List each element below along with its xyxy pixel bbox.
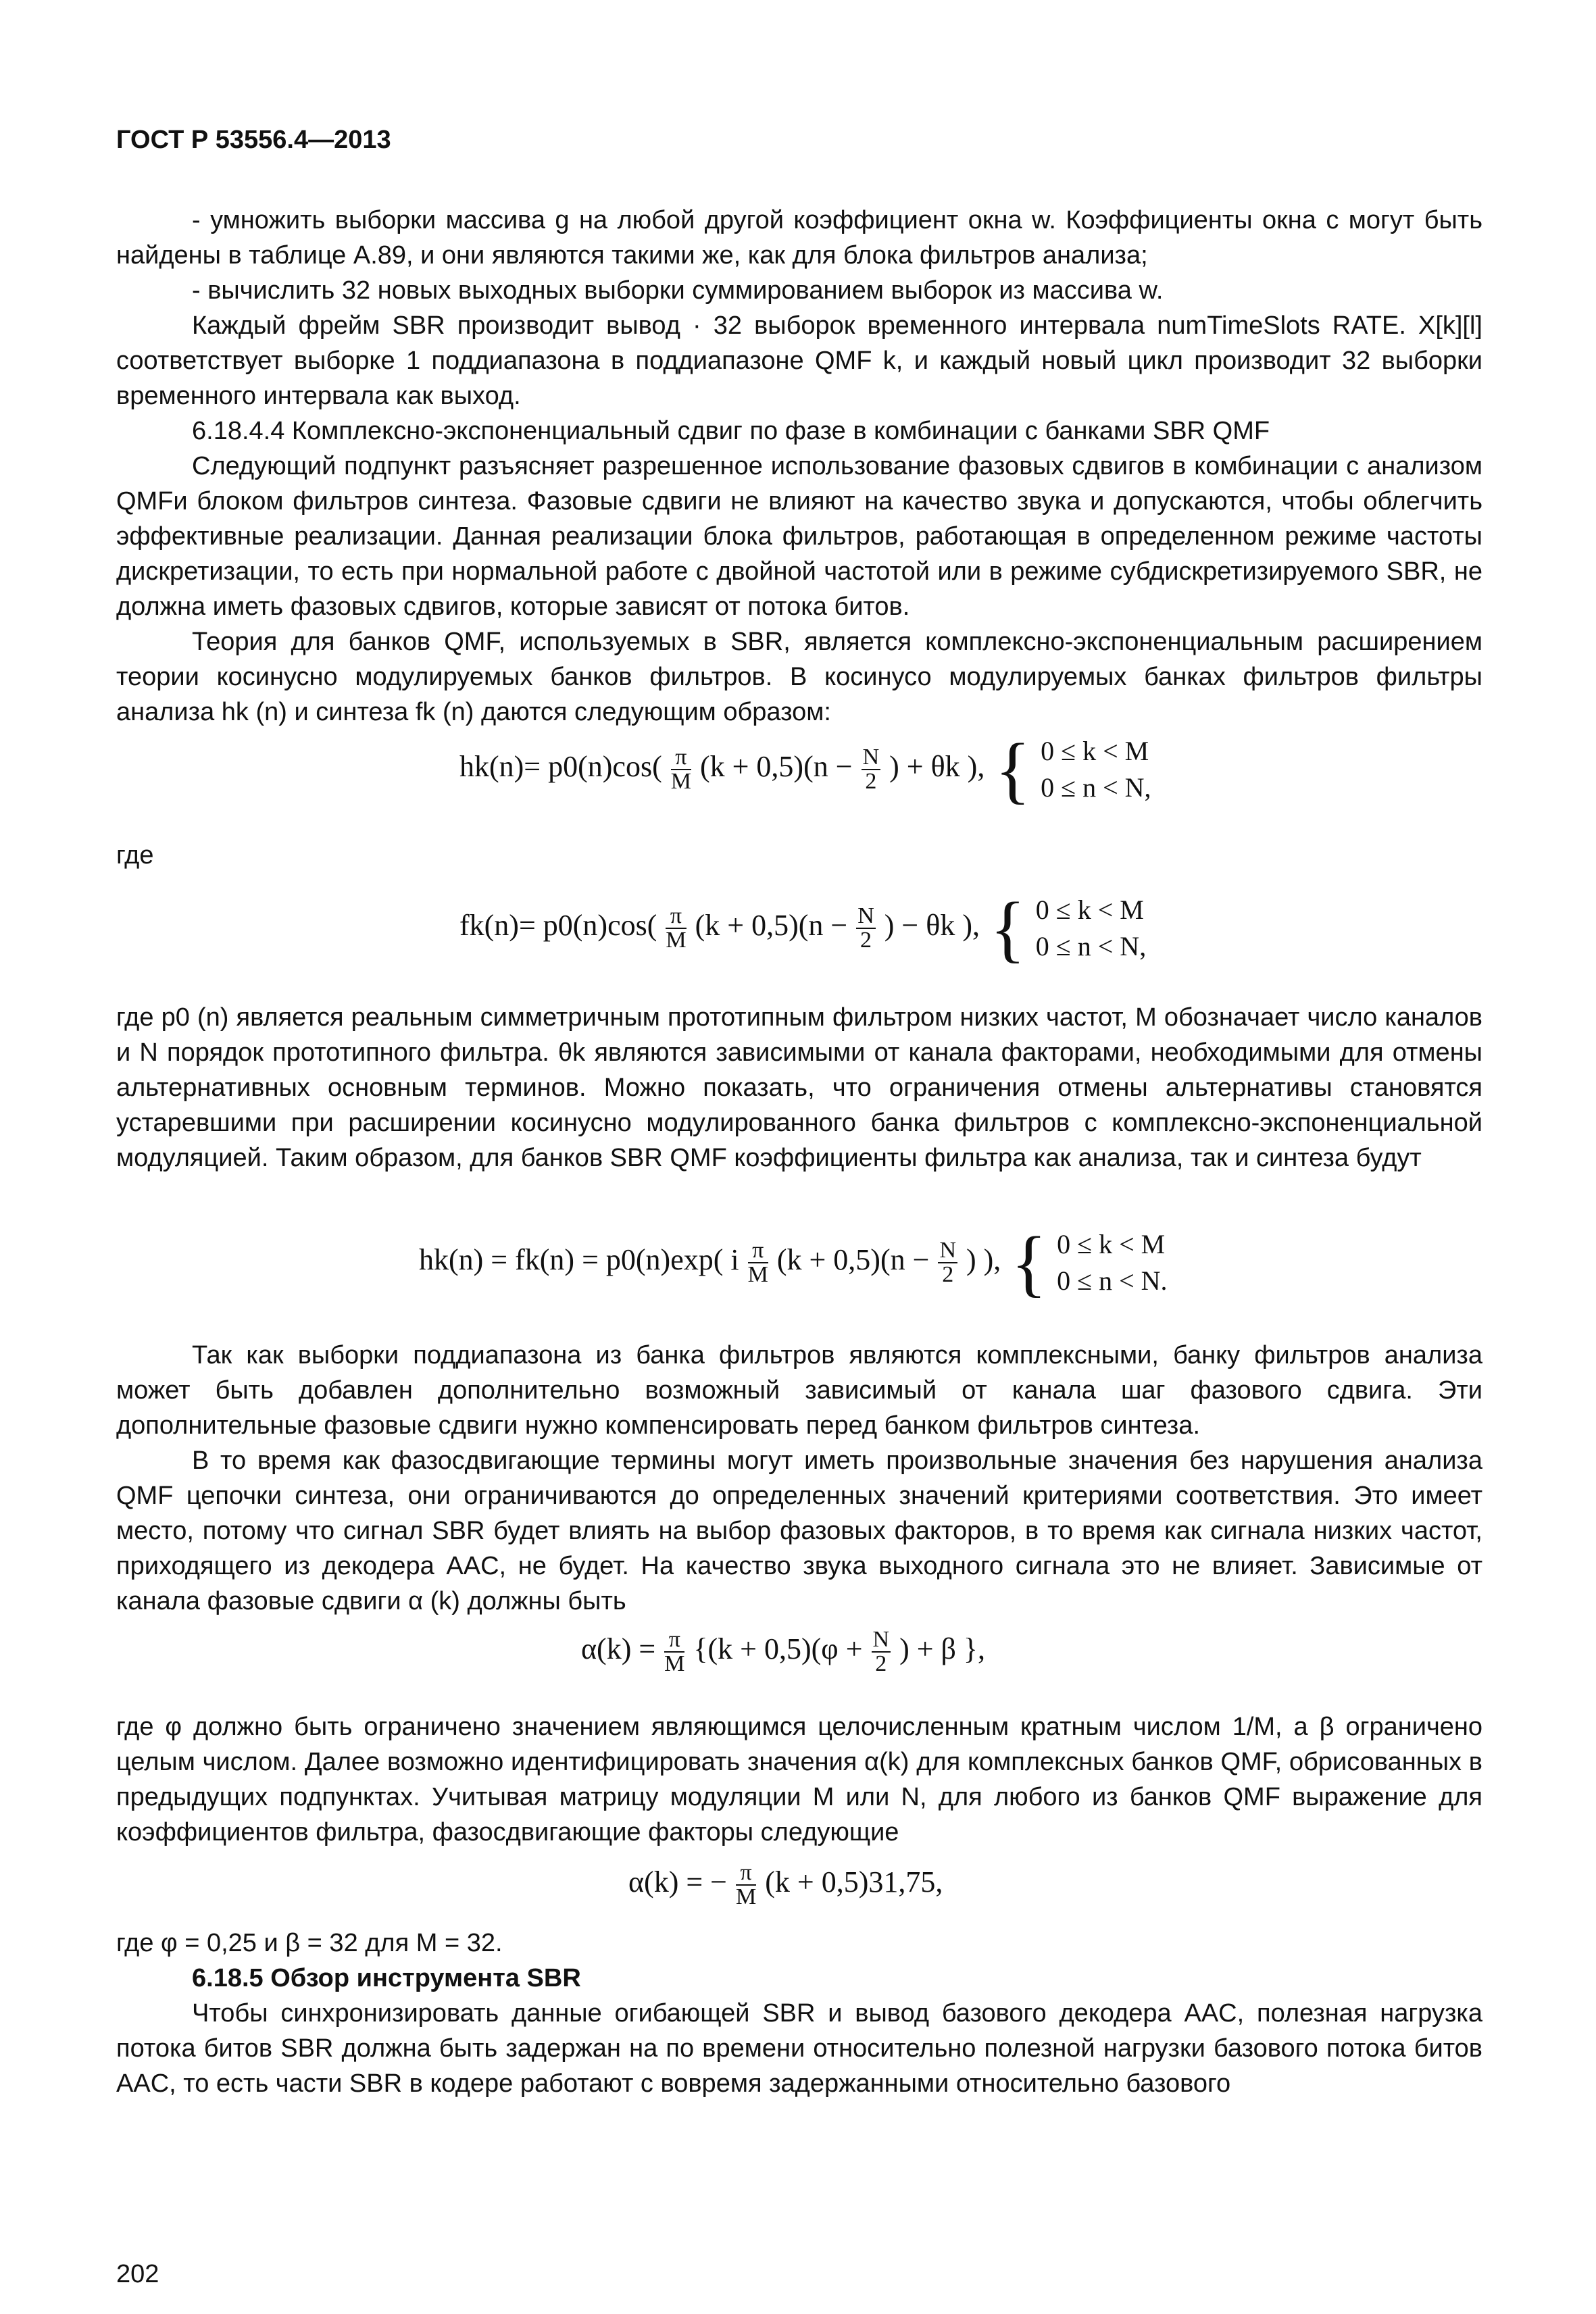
- paragraph: - умножить выборки массива g на любой другой коэффициент окна w. Коэффициенты окна c могут быть найдены в таблице А.89, и они являются такими же, как для блока фильтров анализа;: [116, 206, 1482, 270]
- paragraph: В то время как фазосдвигающие термины могут иметь произвольные значения без нарушения анализа QMF цепочки синтеза, они ограничиваются до определенных значений критериями соответствия. Это имеет место, потому что сигнал SBR будет влиять на выбор фазовых факторов, в то время как сигнала низких частот, приходящего из декодера AAC, не будет. На качество звука выходного сигнала это не влияет. Зависимые от канала фазовые сдвиги α (k) должны быть: [116, 1447, 1482, 1615]
- equation-mid: (k + 0,5)(n −: [695, 909, 848, 942]
- equation-lhs: hk(n) = fk(n) = p0(n)exp( i: [419, 1243, 739, 1277]
- text-block-3: [116, 1338, 1482, 1619]
- fraction: $\frac{\pi}{M}$: [747, 1238, 768, 1287]
- fraction: $\frac{N}{2}$: [872, 1627, 890, 1676]
- where-label: где: [116, 841, 154, 870]
- equation-lhs: hk(n)= p0(n)cos(: [459, 750, 662, 784]
- fraction: $\frac{\pi}{M}$: [670, 745, 691, 794]
- equation-lhs: α(k) = −: [628, 1865, 727, 1899]
- page-number: 202: [116, 2260, 159, 2288]
- fraction: $\frac{N}{2}$: [862, 745, 880, 794]
- equation-conditions: 0 ≤ k < M 0 ≤ n < N,: [1041, 736, 1151, 803]
- fraction: $\frac{\pi}{M}$: [666, 903, 687, 953]
- fraction: $\frac{N}{2}$: [939, 1238, 956, 1287]
- equation-mid: (k + 0,5)(n −: [776, 1243, 930, 1277]
- text-block-2: [116, 1000, 1482, 1176]
- paragraph: где φ = 0,25 и β = 32 для M = 32.: [116, 1929, 503, 1957]
- paragraph: Следующий подпункт разъясняет разрешенное использование фазовых сдвигов в комбинации с анализом QMFи блоком фильтров синтеза. Фазовые сдвиги не влияют на качество звука и допускаются, чтобы облегчить эффективные реализации. Данная реализации блока фильтров, работающая в определенном режиме частоты дискретизации, то есть при нормальной работе с двойной частотой или в режиме субдискретизируемого SBR, не должна иметь фазовых сдвигов, которые зависят от потока битов.: [116, 452, 1482, 621]
- text-block-1: [116, 203, 1482, 730]
- equation-rhs: ) − θk ),: [884, 909, 980, 942]
- equation-mid: (k + 0,5)(n −: [699, 750, 853, 784]
- equation-conditions: 0 ≤ k < M 0 ≤ n < N.: [1057, 1229, 1168, 1296]
- equation-rhs: ) + β },: [899, 1632, 986, 1666]
- fraction: $\frac{\pi}{M}$: [736, 1860, 757, 1909]
- fraction: $\frac{\pi}{M}$: [664, 1627, 685, 1676]
- brace: {: [995, 728, 1031, 811]
- brace: {: [989, 887, 1026, 970]
- equation-mid: {(k + 0,5)(φ +: [693, 1632, 863, 1666]
- paragraph: Так как выборки поддиапазона из банка фильтров являются комплексными, банку фильтров анализа может быть добавлен дополнительно возможный зависимый от канала шаг фазового сдвига. Эти дополнительные фазовые сдвиги нужно компенсировать перед банком фильтров синтеза.: [116, 1341, 1482, 1440]
- equation-rhs: (k + 0,5)31,75,: [765, 1865, 943, 1899]
- equation-conditions: 0 ≤ k < M 0 ≤ n < N,: [1035, 895, 1147, 961]
- equation-lhs: fk(n)= p0(n)cos(: [459, 909, 657, 942]
- paragraph: Чтобы синхронизировать данные огибающей SBR и вывод базового декодера AAC, полезная нагрузка потока битов SBR должна быть задержан на по времени относительно полезной нагрузки базового потока битов AAC, то есть части SBR в кодере работают с вовремя задержанными относительно базового: [116, 1999, 1482, 2098]
- equation-rhs: ) ),: [966, 1243, 1001, 1277]
- text-block-5: [116, 1926, 1482, 2101]
- equation-4: [581, 1628, 985, 1676]
- paragraph: Каждый фрейм SBR производит вывод · 32 выборок временного интервала numTimeSlots RATE. X[k][l] соответствует выборке 1 поддиапазона в поддиапазоне QMF k, и каждый новый цикл производит 32 выборки временного интервала как выход.: [116, 311, 1482, 410]
- equation-2: [459, 887, 1147, 970]
- paragraph: где φ должно быть ограничено значением являющимся целочисленным кратным числом 1/M, а β ограничено целым числом. Далее возможно идентифицировать значения α(k) для комплексных банков QMF, обрисованных в предыдущих подпунктах. Учитывая матрицу модуляции M или N, для любого из банков QMF выражение для коэффициентов фильтра, фазосдвигающие факторы следующие: [116, 1713, 1482, 1846]
- equation-lhs: α(k) =: [581, 1632, 656, 1666]
- equation-3: [419, 1222, 1168, 1304]
- document-header: ГОСТ Р 53556.4—2013: [116, 126, 391, 154]
- paragraph: - вычислить 32 новых выходных выборки суммированием выборок из массива w.: [192, 276, 1164, 305]
- section-heading: 6.18.5 Обзор инструмента SBR: [192, 1964, 581, 1992]
- fraction: $\frac{N}{2}$: [857, 903, 874, 953]
- text-block-4: [116, 1709, 1482, 1850]
- section-heading: 6.18.4.4 Комплексно-экспоненциальный сдвиг по фазе в комбинации с банками SBR QMF: [192, 417, 1270, 445]
- paragraph: где p0 (n) является реальным симметричным прототипным фильтром низких частот, M обозначает число каналов и N порядок прототипного фильтра. θk являются зависимыми от канала факторами, необходимыми для отмены альтернативных основным терминов. Можно показать, что ограничения отмены альтернативы становятся устаревшими при расширении косинусно модулированного банка фильтров с комплексно-экспоненциальной модуляцией. Таким образом, для банков SBR QMF коэффициенты фильтра как анализа, так и синтеза будут: [116, 1003, 1482, 1172]
- equation-1: [459, 728, 1151, 811]
- equation-5: [628, 1861, 943, 1909]
- brace: {: [1011, 1222, 1047, 1304]
- paragraph: Теория для банков QMF, используемых в SBR, является комплексно-экспоненциальным расширением теории косинусно модулируемых банков фильтров. В косинусо модулируемых банках фильтров фильтры анализа hk (n) и синтеза fk (n) даются следующим образом:: [116, 628, 1482, 726]
- equation-rhs: ) + θk ),: [889, 750, 985, 784]
